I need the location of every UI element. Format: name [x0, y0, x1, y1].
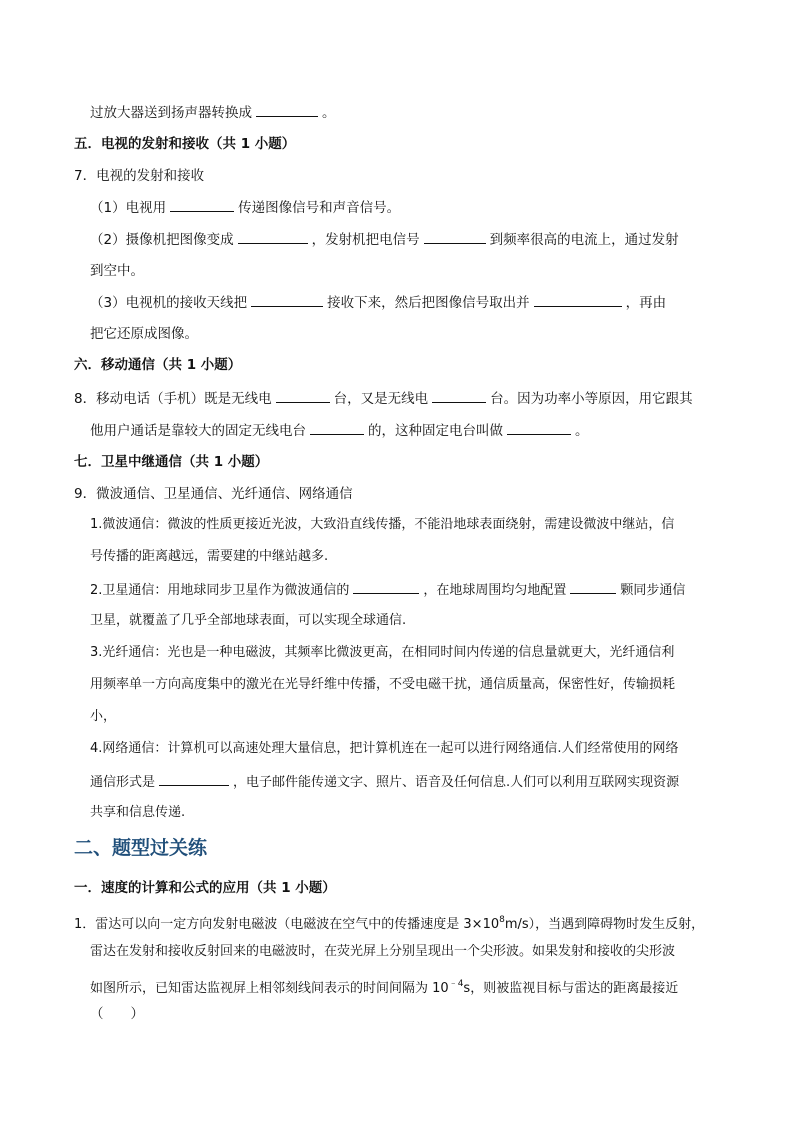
answer-blank[interactable]	[534, 292, 622, 307]
answer-blank[interactable]	[432, 388, 486, 403]
text-line: 1．雷达可以向一定方向发射电磁波（电磁波在空气中的传播速度是 $3\times 10^8m/s$），当遇到障碍物时发生反射，	[74, 915, 705, 932]
text-line: 4.网络通信：计算机可以高速处理大量信息，把计算机连在一起可以进行网络通信.人们经常使用的网络	[90, 741, 679, 756]
answer-blank[interactable]	[507, 420, 571, 435]
answer-blank[interactable]	[159, 771, 229, 786]
text-line: 他用户通话是靠较大的固定无线电台 的，这种固定电台叫做 。	[90, 420, 589, 441]
answer-blank[interactable]	[170, 197, 234, 212]
question-title: 9．微波通信、卫星通信、光纤通信、网络通信	[74, 486, 353, 502]
text-line: 雷达在发射和接收反射回来的电磁波时，在荧光屏上分别呈现出一个尖形波。如果发射和接收的尖形波	[90, 944, 676, 959]
text-line: 到空中。	[90, 263, 144, 279]
answer-blank[interactable]	[251, 292, 323, 307]
answer-blank[interactable]	[353, 579, 419, 594]
section-heading: 五．电视的发射和接收（共 1 小题）	[74, 136, 296, 152]
text-line: 号传播的距离越远，需要建的中继站越多.	[90, 549, 329, 564]
part-title: 二、题型过关练	[74, 837, 208, 859]
text-line: 8．移动电话（手机）既是无线电 台，又是无线电 台。因为功率小等原因，用它跟其	[74, 388, 693, 409]
text-line: 共享和信息传递.	[90, 805, 186, 820]
answer-blank[interactable]	[424, 229, 486, 244]
text-line: 2.卫星通信：用地球同步卫星作为微波通信的 ，在地球周围均匀地配置 颗同步通信	[90, 579, 685, 601]
text-line: 卫星，就覆盖了几乎全部地球表面，可以实现全球通信.	[90, 613, 407, 628]
section-heading: 六．移动通信（共 1 小题）	[74, 357, 242, 373]
text-line: 用频率单一方向高度集中的激光在光导纤维中传播，不受电磁干扰，通信质量高，保密性好，传输损耗	[90, 677, 676, 692]
answer-blank[interactable]	[256, 102, 318, 117]
text-line: 3.光纤通信：光也是一种电磁波，其频率比微波更高，在相同时间内传递的信息量就更大，光纤通信利	[90, 645, 675, 660]
question-title: 7．电视的发射和接收	[74, 168, 205, 184]
text-line: 小，	[90, 709, 117, 724]
section-heading: 七．卫星中继通信（共 1 小题）	[74, 454, 269, 470]
text-line: 过放大器送到扬声器转换成 。	[90, 102, 336, 123]
answer-blank[interactable]	[276, 388, 330, 403]
answer-blank[interactable]	[570, 579, 616, 594]
text-line: 1.微波通信：微波的性质更接近光波，大致沿直线传播，不能沿地球表面绕射，需建设微波中继站，信	[90, 517, 675, 532]
answer-bracket: （ ）	[90, 1006, 144, 1022]
text-line: 通信形式是 ，电子邮件能传递文字、照片、语音及任何信息.人们可以利用互联网实现资源	[90, 771, 679, 793]
answer-blank[interactable]	[238, 229, 308, 244]
text-line: （1）电视用 传递图像信号和声音信号。	[90, 197, 400, 218]
text-line: （2）摄像机把图像变成 ，发射机把电信号 到频率很高的电流上，通过发射	[90, 229, 679, 250]
section-heading: 一．速度的计算和公式的应用（共 1 小题）	[74, 880, 336, 896]
text-line: 把它还原成图像。	[90, 326, 198, 342]
answer-blank[interactable]	[310, 420, 364, 435]
text-line: 如图所示，已知雷达监视屏上相邻刻线间表示的时间间隔为 $10^{﹣4}s$，则被监视目标与雷达的距离最接近	[90, 979, 679, 996]
text-line: （3）电视机的接收天线把 接收下来，然后把图像信号取出并 ，再由	[90, 292, 666, 313]
